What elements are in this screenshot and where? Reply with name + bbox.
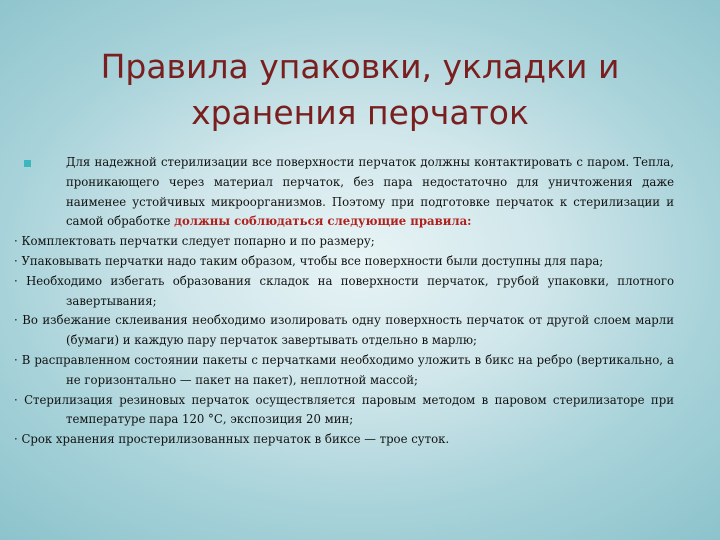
rule-text: Стерилизация резиновых перчаток осуществляется паровым методом в паровом стерилизаторе при температуре пара 120 °С, экспозиция 20 мин;: [24, 392, 674, 427]
dot-bullet-icon: ·: [14, 313, 18, 328]
intro-paragraph: [14, 153, 674, 232]
rules-list: [14, 232, 674, 450]
dot-bullet-icon: ·: [14, 432, 18, 447]
slide-title-line-1: Правила упаковки, укладки и: [100, 47, 620, 86]
rule-text: Во избежание склеивания необходимо изолировать одну поверхность перчаток от другой слоем марли (бумаги) и каждую пару перчаток завертывать отдельно в марлю;: [22, 313, 674, 348]
rule-item: [14, 232, 674, 252]
slide-title: [40, 44, 680, 136]
rule-text: В расправленном состоянии пакеты с перчатками необходимо уложить в бикс на ребро (вертикально, а не горизонтально — пакет на пакет), неплотной массой;: [21, 352, 674, 387]
rule-item: [14, 391, 674, 431]
square-bullet-icon: [24, 160, 31, 167]
slide-title-line-2: хранения перчаток: [191, 93, 529, 132]
rule-text: Комплектовать перчатки следует попарно и по размеру;: [21, 234, 375, 249]
slide-body: [14, 153, 674, 450]
dot-bullet-icon: ·: [14, 352, 18, 367]
dot-bullet-icon: ·: [14, 234, 18, 249]
rule-item: [14, 351, 674, 391]
rule-text: Упаковывать перчатки надо таким образом, чтобы все поверхности были доступны для пара;: [21, 253, 604, 268]
dot-bullet-icon: ·: [14, 273, 18, 288]
dot-bullet-icon: ·: [14, 253, 18, 268]
dot-bullet-icon: ·: [14, 392, 18, 407]
intro-text: Для надежной стерилизации все поверхности перчаток должны контактировать с паром. Тепла, проникающего через материал перчаток, без пара недостаточно для уничтожения даже наименее устойчивых микроорганизмов. Поэтому при подготовке перчаток к стерилизации и самой обработке: [66, 155, 674, 229]
rule-text: Необходимо избегать образования складок на поверхности перчаток, грубой упаковки, плотного завертывания;: [26, 273, 674, 308]
intro-emphasis: должны соблюдаться следующие правила:: [174, 214, 472, 229]
rule-item: [14, 430, 674, 450]
rule-item: [14, 272, 674, 312]
rule-item: [14, 252, 674, 272]
rule-item: [14, 311, 674, 351]
rule-text: Срок хранения простерилизованных перчаток в биксе — трое суток.: [21, 432, 450, 447]
